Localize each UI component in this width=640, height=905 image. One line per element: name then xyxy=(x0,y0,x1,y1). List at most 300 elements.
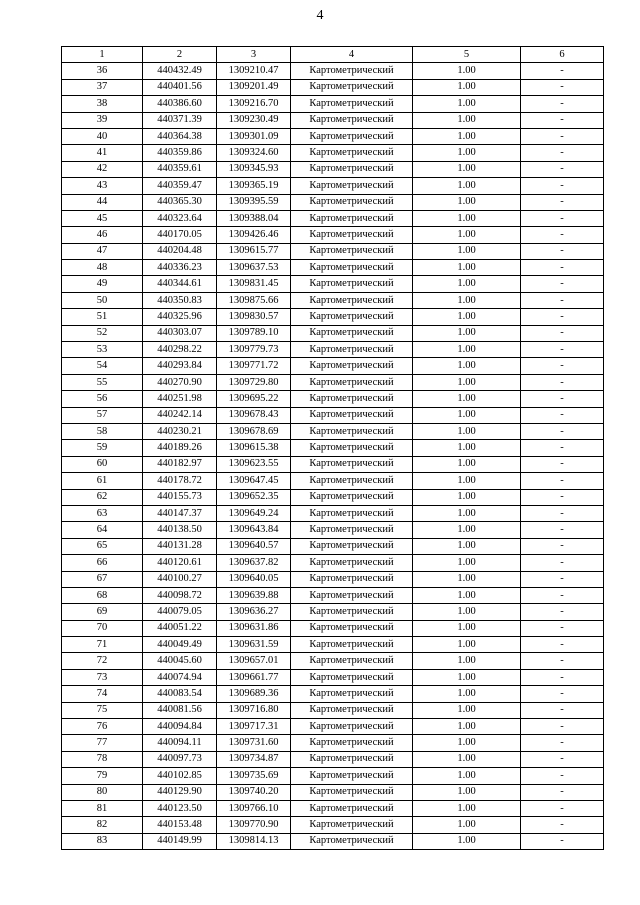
method-cell: Картометрический xyxy=(291,292,413,308)
point-number-cell: 55 xyxy=(62,374,143,390)
table-body xyxy=(62,63,604,850)
point-number-cell: 68 xyxy=(62,587,143,603)
x-coordinate-cell: 440189.26 xyxy=(143,440,217,456)
y-coordinate-cell: 1309831.45 xyxy=(217,276,291,292)
table-row xyxy=(62,555,604,571)
x-coordinate-cell: 440303.07 xyxy=(143,325,217,341)
method-cell: Картометрический xyxy=(291,587,413,603)
accuracy-cell: 1.00 xyxy=(413,456,521,472)
method-cell: Картометрический xyxy=(291,456,413,472)
description-cell: - xyxy=(521,489,604,505)
method-cell: Картометрический xyxy=(291,407,413,423)
y-coordinate-cell: 1309639.88 xyxy=(217,587,291,603)
accuracy-cell: 1.00 xyxy=(413,505,521,521)
point-number-cell: 75 xyxy=(62,702,143,718)
y-coordinate-cell: 1309740.20 xyxy=(217,784,291,800)
point-number-cell: 54 xyxy=(62,358,143,374)
y-coordinate-cell: 1309395.59 xyxy=(217,194,291,210)
accuracy-cell: 1.00 xyxy=(413,653,521,669)
method-cell: Картометрический xyxy=(291,227,413,243)
point-number-cell: 80 xyxy=(62,784,143,800)
method-cell: Картометрический xyxy=(291,555,413,571)
x-coordinate-cell: 440129.90 xyxy=(143,784,217,800)
accuracy-cell: 1.00 xyxy=(413,800,521,816)
y-coordinate-cell: 1309766.10 xyxy=(217,800,291,816)
x-coordinate-cell: 440432.49 xyxy=(143,63,217,79)
method-cell: Картометрический xyxy=(291,63,413,79)
x-coordinate-cell: 440170.05 xyxy=(143,227,217,243)
description-cell: - xyxy=(521,505,604,521)
description-cell: - xyxy=(521,620,604,636)
table-row xyxy=(62,260,604,276)
table-row xyxy=(62,505,604,521)
method-cell: Картометрический xyxy=(291,128,413,144)
method-cell: Картометрический xyxy=(291,620,413,636)
table-row xyxy=(62,112,604,128)
point-number-cell: 43 xyxy=(62,178,143,194)
method-cell: Картометрический xyxy=(291,210,413,226)
y-coordinate-cell: 1309230.49 xyxy=(217,112,291,128)
description-cell: - xyxy=(521,784,604,800)
y-coordinate-cell: 1309636.27 xyxy=(217,604,291,620)
accuracy-cell: 1.00 xyxy=(413,833,521,849)
point-number-cell: 56 xyxy=(62,391,143,407)
table-row xyxy=(62,243,604,259)
method-cell: Картометрический xyxy=(291,522,413,538)
table-row xyxy=(62,178,604,194)
table-row xyxy=(62,161,604,177)
accuracy-cell: 1.00 xyxy=(413,669,521,685)
accuracy-cell: 1.00 xyxy=(413,571,521,587)
method-cell: Картометрический xyxy=(291,276,413,292)
column-header-4: 4 xyxy=(291,47,413,63)
x-coordinate-cell: 440079.05 xyxy=(143,604,217,620)
method-cell: Картометрический xyxy=(291,505,413,521)
point-number-cell: 83 xyxy=(62,833,143,849)
method-cell: Картометрический xyxy=(291,833,413,849)
y-coordinate-cell: 1309647.45 xyxy=(217,473,291,489)
method-cell: Картометрический xyxy=(291,784,413,800)
method-cell: Картометрический xyxy=(291,309,413,325)
accuracy-cell: 1.00 xyxy=(413,145,521,161)
x-coordinate-cell: 440149.99 xyxy=(143,833,217,849)
y-coordinate-cell: 1309771.72 xyxy=(217,358,291,374)
accuracy-cell: 1.00 xyxy=(413,423,521,439)
description-cell: - xyxy=(521,128,604,144)
point-number-cell: 37 xyxy=(62,79,143,95)
table-row xyxy=(62,210,604,226)
method-cell: Картометрический xyxy=(291,473,413,489)
point-number-cell: 66 xyxy=(62,555,143,571)
table-row xyxy=(62,817,604,833)
x-coordinate-cell: 440094.84 xyxy=(143,719,217,735)
point-number-cell: 57 xyxy=(62,407,143,423)
coordinates-table xyxy=(61,46,604,850)
table-row xyxy=(62,653,604,669)
table-header-row xyxy=(62,47,604,63)
method-cell: Картометрический xyxy=(291,719,413,735)
point-number-cell: 82 xyxy=(62,817,143,833)
description-cell: - xyxy=(521,587,604,603)
y-coordinate-cell: 1309789.10 xyxy=(217,325,291,341)
y-coordinate-cell: 1309324.60 xyxy=(217,145,291,161)
x-coordinate-cell: 440098.72 xyxy=(143,587,217,603)
y-coordinate-cell: 1309201.49 xyxy=(217,79,291,95)
table-row xyxy=(62,358,604,374)
x-coordinate-cell: 440344.61 xyxy=(143,276,217,292)
y-coordinate-cell: 1309365.19 xyxy=(217,178,291,194)
point-number-cell: 72 xyxy=(62,653,143,669)
table-row xyxy=(62,391,604,407)
method-cell: Картометрический xyxy=(291,440,413,456)
y-coordinate-cell: 1309716.80 xyxy=(217,702,291,718)
x-coordinate-cell: 440049.49 xyxy=(143,637,217,653)
method-cell: Картометрический xyxy=(291,800,413,816)
point-number-cell: 71 xyxy=(62,637,143,653)
point-number-cell: 40 xyxy=(62,128,143,144)
table-row xyxy=(62,194,604,210)
table-row xyxy=(62,784,604,800)
point-number-cell: 67 xyxy=(62,571,143,587)
y-coordinate-cell: 1309216.70 xyxy=(217,96,291,112)
description-cell: - xyxy=(521,456,604,472)
table-row xyxy=(62,276,604,292)
y-coordinate-cell: 1309345.93 xyxy=(217,161,291,177)
description-cell: - xyxy=(521,342,604,358)
y-coordinate-cell: 1309814.13 xyxy=(217,833,291,849)
x-coordinate-cell: 440178.72 xyxy=(143,473,217,489)
point-number-cell: 74 xyxy=(62,686,143,702)
x-coordinate-cell: 440123.50 xyxy=(143,800,217,816)
table-row xyxy=(62,719,604,735)
y-coordinate-cell: 1309779.73 xyxy=(217,342,291,358)
table-row xyxy=(62,423,604,439)
y-coordinate-cell: 1309623.55 xyxy=(217,456,291,472)
method-cell: Картометрический xyxy=(291,358,413,374)
table-row xyxy=(62,342,604,358)
x-coordinate-cell: 440083.54 xyxy=(143,686,217,702)
x-coordinate-cell: 440120.61 xyxy=(143,555,217,571)
column-header-2: 2 xyxy=(143,47,217,63)
accuracy-cell: 1.00 xyxy=(413,358,521,374)
x-coordinate-cell: 440097.73 xyxy=(143,751,217,767)
description-cell: - xyxy=(521,768,604,784)
point-number-cell: 44 xyxy=(62,194,143,210)
table-row xyxy=(62,128,604,144)
method-cell: Картометрический xyxy=(291,735,413,751)
x-coordinate-cell: 440204.48 xyxy=(143,243,217,259)
point-number-cell: 60 xyxy=(62,456,143,472)
method-cell: Картометрический xyxy=(291,391,413,407)
x-coordinate-cell: 440131.28 xyxy=(143,538,217,554)
x-coordinate-cell: 440350.83 xyxy=(143,292,217,308)
point-number-cell: 52 xyxy=(62,325,143,341)
point-number-cell: 81 xyxy=(62,800,143,816)
column-header-6: 6 xyxy=(521,47,604,63)
table-row xyxy=(62,96,604,112)
x-coordinate-cell: 440102.85 xyxy=(143,768,217,784)
accuracy-cell: 1.00 xyxy=(413,407,521,423)
x-coordinate-cell: 440153.48 xyxy=(143,817,217,833)
description-cell: - xyxy=(521,260,604,276)
method-cell: Картометрический xyxy=(291,489,413,505)
y-coordinate-cell: 1309426.46 xyxy=(217,227,291,243)
table-row xyxy=(62,571,604,587)
point-number-cell: 51 xyxy=(62,309,143,325)
x-coordinate-cell: 440094.11 xyxy=(143,735,217,751)
method-cell: Картометрический xyxy=(291,325,413,341)
accuracy-cell: 1.00 xyxy=(413,473,521,489)
description-cell: - xyxy=(521,538,604,554)
x-coordinate-cell: 440365.30 xyxy=(143,194,217,210)
accuracy-cell: 1.00 xyxy=(413,686,521,702)
method-cell: Картометрический xyxy=(291,260,413,276)
point-number-cell: 53 xyxy=(62,342,143,358)
method-cell: Картометрический xyxy=(291,145,413,161)
table-row xyxy=(62,587,604,603)
point-number-cell: 58 xyxy=(62,423,143,439)
point-number-cell: 50 xyxy=(62,292,143,308)
table-row xyxy=(62,620,604,636)
y-coordinate-cell: 1309210.47 xyxy=(217,63,291,79)
point-number-cell: 63 xyxy=(62,505,143,521)
point-number-cell: 76 xyxy=(62,719,143,735)
table-row xyxy=(62,522,604,538)
accuracy-cell: 1.00 xyxy=(413,309,521,325)
x-coordinate-cell: 440230.21 xyxy=(143,423,217,439)
y-coordinate-cell: 1309631.86 xyxy=(217,620,291,636)
method-cell: Картометрический xyxy=(291,79,413,95)
description-cell: - xyxy=(521,309,604,325)
accuracy-cell: 1.00 xyxy=(413,522,521,538)
table-row xyxy=(62,473,604,489)
page-number: 4 xyxy=(316,8,324,23)
description-cell: - xyxy=(521,391,604,407)
method-cell: Картометрический xyxy=(291,538,413,554)
accuracy-cell: 1.00 xyxy=(413,243,521,259)
description-cell: - xyxy=(521,637,604,653)
y-coordinate-cell: 1309734.87 xyxy=(217,751,291,767)
point-number-cell: 48 xyxy=(62,260,143,276)
table-row xyxy=(62,538,604,554)
point-number-cell: 45 xyxy=(62,210,143,226)
point-number-cell: 42 xyxy=(62,161,143,177)
table-row xyxy=(62,702,604,718)
accuracy-cell: 1.00 xyxy=(413,292,521,308)
table-row xyxy=(62,79,604,95)
point-number-cell: 59 xyxy=(62,440,143,456)
description-cell: - xyxy=(521,63,604,79)
x-coordinate-cell: 440147.37 xyxy=(143,505,217,521)
x-coordinate-cell: 440401.56 xyxy=(143,79,217,95)
method-cell: Картометрический xyxy=(291,768,413,784)
description-cell: - xyxy=(521,292,604,308)
x-coordinate-cell: 440359.86 xyxy=(143,145,217,161)
y-coordinate-cell: 1309661.77 xyxy=(217,669,291,685)
accuracy-cell: 1.00 xyxy=(413,161,521,177)
table-row xyxy=(62,145,604,161)
table-row xyxy=(62,735,604,751)
table-row xyxy=(62,604,604,620)
accuracy-cell: 1.00 xyxy=(413,751,521,767)
accuracy-cell: 1.00 xyxy=(413,555,521,571)
table-row xyxy=(62,309,604,325)
y-coordinate-cell: 1309770.90 xyxy=(217,817,291,833)
description-cell: - xyxy=(521,178,604,194)
accuracy-cell: 1.00 xyxy=(413,112,521,128)
accuracy-cell: 1.00 xyxy=(413,784,521,800)
y-coordinate-cell: 1309689.36 xyxy=(217,686,291,702)
accuracy-cell: 1.00 xyxy=(413,342,521,358)
x-coordinate-cell: 440081.56 xyxy=(143,702,217,718)
table-row xyxy=(62,800,604,816)
table-row xyxy=(62,751,604,767)
y-coordinate-cell: 1309637.53 xyxy=(217,260,291,276)
accuracy-cell: 1.00 xyxy=(413,620,521,636)
table-row xyxy=(62,637,604,653)
x-coordinate-cell: 440242.14 xyxy=(143,407,217,423)
y-coordinate-cell: 1309640.57 xyxy=(217,538,291,554)
point-number-cell: 38 xyxy=(62,96,143,112)
table-row xyxy=(62,407,604,423)
accuracy-cell: 1.00 xyxy=(413,79,521,95)
x-coordinate-cell: 440138.50 xyxy=(143,522,217,538)
accuracy-cell: 1.00 xyxy=(413,702,521,718)
accuracy-cell: 1.00 xyxy=(413,637,521,653)
method-cell: Картометрический xyxy=(291,817,413,833)
method-cell: Картометрический xyxy=(291,161,413,177)
y-coordinate-cell: 1309735.69 xyxy=(217,768,291,784)
table-row xyxy=(62,292,604,308)
point-number-cell: 79 xyxy=(62,768,143,784)
x-coordinate-cell: 440100.27 xyxy=(143,571,217,587)
table-row xyxy=(62,489,604,505)
x-coordinate-cell: 440182.97 xyxy=(143,456,217,472)
y-coordinate-cell: 1309637.82 xyxy=(217,555,291,571)
x-coordinate-cell: 440051.22 xyxy=(143,620,217,636)
description-cell: - xyxy=(521,79,604,95)
description-cell: - xyxy=(521,571,604,587)
accuracy-cell: 1.00 xyxy=(413,63,521,79)
method-cell: Картометрический xyxy=(291,194,413,210)
x-coordinate-cell: 440325.96 xyxy=(143,309,217,325)
description-cell: - xyxy=(521,440,604,456)
point-number-cell: 70 xyxy=(62,620,143,636)
description-cell: - xyxy=(521,833,604,849)
description-cell: - xyxy=(521,473,604,489)
y-coordinate-cell: 1309830.57 xyxy=(217,309,291,325)
accuracy-cell: 1.00 xyxy=(413,817,521,833)
point-number-cell: 77 xyxy=(62,735,143,751)
description-cell: - xyxy=(521,686,604,702)
point-number-cell: 78 xyxy=(62,751,143,767)
table-row xyxy=(62,686,604,702)
description-cell: - xyxy=(521,210,604,226)
description-cell: - xyxy=(521,227,604,243)
accuracy-cell: 1.00 xyxy=(413,768,521,784)
point-number-cell: 47 xyxy=(62,243,143,259)
point-number-cell: 69 xyxy=(62,604,143,620)
description-cell: - xyxy=(521,423,604,439)
x-coordinate-cell: 440074.94 xyxy=(143,669,217,685)
y-coordinate-cell: 1309717.31 xyxy=(217,719,291,735)
description-cell: - xyxy=(521,358,604,374)
table-row xyxy=(62,669,604,685)
description-cell: - xyxy=(521,555,604,571)
table-row xyxy=(62,768,604,784)
description-cell: - xyxy=(521,522,604,538)
point-number-cell: 73 xyxy=(62,669,143,685)
y-coordinate-cell: 1309388.04 xyxy=(217,210,291,226)
description-cell: - xyxy=(521,161,604,177)
method-cell: Картометрический xyxy=(291,112,413,128)
method-cell: Картометрический xyxy=(291,178,413,194)
method-cell: Картометрический xyxy=(291,751,413,767)
accuracy-cell: 1.00 xyxy=(413,227,521,243)
x-coordinate-cell: 440293.84 xyxy=(143,358,217,374)
point-number-cell: 36 xyxy=(62,63,143,79)
description-cell: - xyxy=(521,96,604,112)
y-coordinate-cell: 1309657.01 xyxy=(217,653,291,669)
column-header-5: 5 xyxy=(413,47,521,63)
table-row xyxy=(62,440,604,456)
description-cell: - xyxy=(521,669,604,685)
x-coordinate-cell: 440359.47 xyxy=(143,178,217,194)
point-number-cell: 39 xyxy=(62,112,143,128)
method-cell: Картометрический xyxy=(291,637,413,653)
accuracy-cell: 1.00 xyxy=(413,210,521,226)
table-row xyxy=(62,325,604,341)
accuracy-cell: 1.00 xyxy=(413,604,521,620)
table-row xyxy=(62,63,604,79)
accuracy-cell: 1.00 xyxy=(413,440,521,456)
point-number-cell: 64 xyxy=(62,522,143,538)
y-coordinate-cell: 1309875.66 xyxy=(217,292,291,308)
y-coordinate-cell: 1309643.84 xyxy=(217,522,291,538)
point-number-cell: 61 xyxy=(62,473,143,489)
accuracy-cell: 1.00 xyxy=(413,735,521,751)
x-coordinate-cell: 440359.61 xyxy=(143,161,217,177)
method-cell: Картометрический xyxy=(291,702,413,718)
table-header xyxy=(62,47,604,63)
x-coordinate-cell: 440323.64 xyxy=(143,210,217,226)
method-cell: Картометрический xyxy=(291,686,413,702)
y-coordinate-cell: 1309649.24 xyxy=(217,505,291,521)
method-cell: Картометрический xyxy=(291,342,413,358)
description-cell: - xyxy=(521,604,604,620)
table-row xyxy=(62,833,604,849)
accuracy-cell: 1.00 xyxy=(413,260,521,276)
description-cell: - xyxy=(521,735,604,751)
accuracy-cell: 1.00 xyxy=(413,178,521,194)
accuracy-cell: 1.00 xyxy=(413,538,521,554)
method-cell: Картометрический xyxy=(291,571,413,587)
description-cell: - xyxy=(521,243,604,259)
x-coordinate-cell: 440155.73 xyxy=(143,489,217,505)
y-coordinate-cell: 1309729.80 xyxy=(217,374,291,390)
accuracy-cell: 1.00 xyxy=(413,325,521,341)
point-number-cell: 41 xyxy=(62,145,143,161)
column-header-1: 1 xyxy=(62,47,143,63)
point-number-cell: 62 xyxy=(62,489,143,505)
accuracy-cell: 1.00 xyxy=(413,194,521,210)
description-cell: - xyxy=(521,325,604,341)
description-cell: - xyxy=(521,194,604,210)
table-row xyxy=(62,374,604,390)
description-cell: - xyxy=(521,702,604,718)
description-cell: - xyxy=(521,407,604,423)
description-cell: - xyxy=(521,751,604,767)
